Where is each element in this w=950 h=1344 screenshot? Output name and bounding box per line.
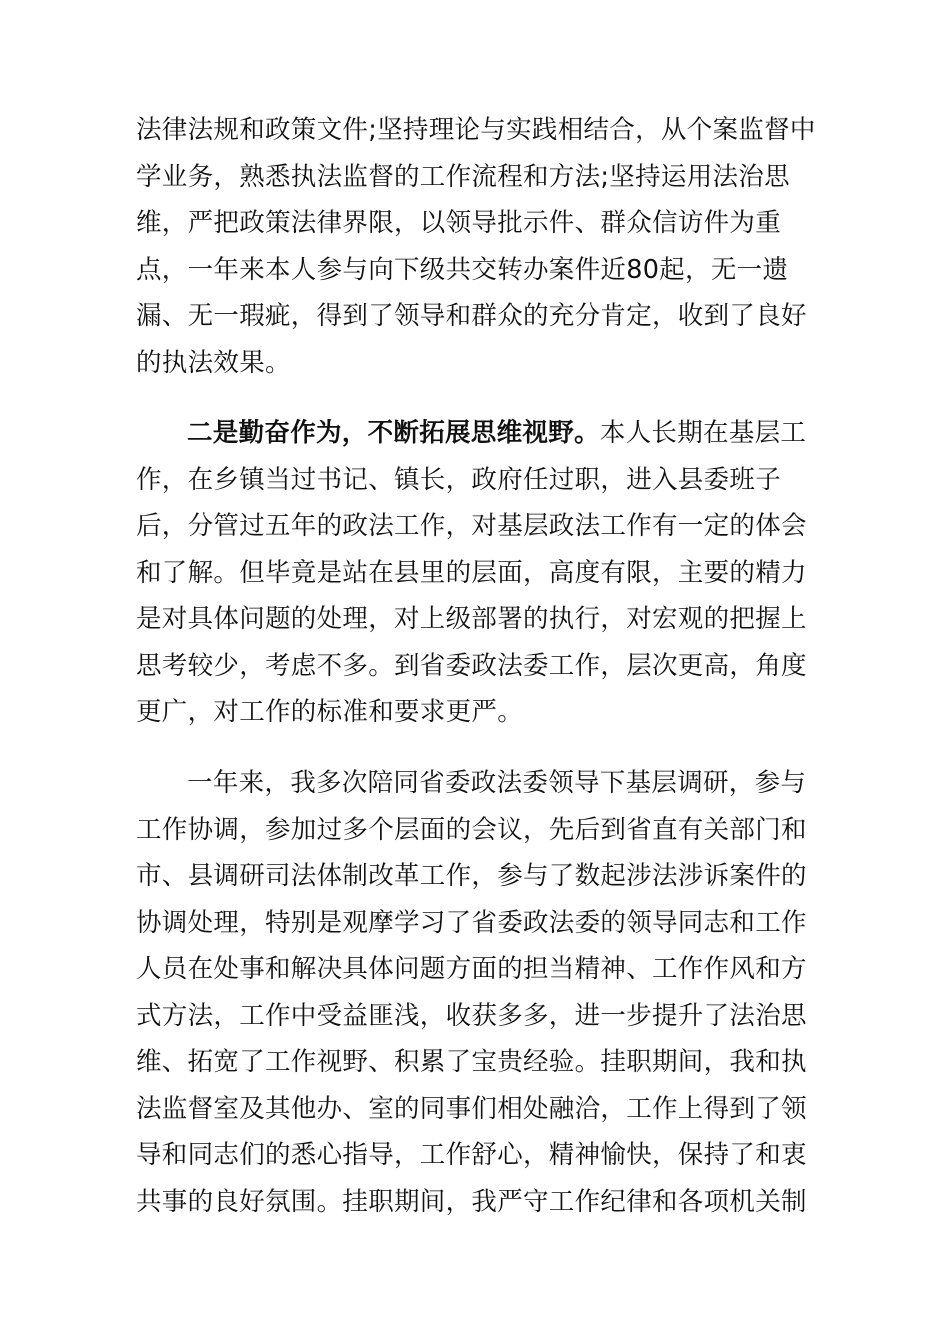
text-line: 点，一年来本人参与向下级共交转办案件近80起，无一遗 [136, 254, 789, 285]
text-line: 学业务，熟悉执法监督的工作流程和方法;坚持运用法治思 [136, 161, 790, 192]
text-line: 和了解。但毕竟是站在县里的层面，高度有限，主要的精力 [136, 557, 807, 588]
text-line-first [136, 410, 806, 457]
text-line: 维，严把政策法律界限，以领导批示件、群众信访件为重 [136, 208, 782, 238]
text-line: 式方法，工作中受益匪浅，收获多多，进一步提升了法治思 [136, 1000, 807, 1031]
text-line: 共事的良好氛围。挂职期间，我严守工作纪律和各项机关制 [136, 1186, 807, 1217]
text-line: 法律法规和政策文件;坚持理论与实践相结合，从个案监督中 [136, 115, 816, 145]
text-line: 协调处理，特别是观摩学习了省委政法委的领导同志和工作 [136, 907, 807, 938]
text-line: 市、县调研司法体制改革工作，参与了数起涉法涉诉案件的 [136, 861, 807, 891]
text-line: 工作协调，参加过多个层面的会议，先后到省直有关部门和 [136, 814, 807, 845]
bold-lead-heading: 二是勤奋作为，不断拓展思维视野。 [187, 418, 600, 448]
text-line: 后，分管过五年的政法工作，对基层政法工作有一定的体会 [136, 511, 807, 541]
text-line: 法监督室及其他办、室的同事们相处融洽，工作上得到了领 [136, 1093, 807, 1124]
text-line: 漏、无一瑕疵，得到了领导和群众的充分肯定，收到了良好 [136, 301, 807, 331]
paragraph-1 [136, 107, 816, 386]
text-line: 的执法效果。 [136, 347, 291, 378]
text-line: 人员在处事和解决具体问题方面的担当精神、工作作风和方 [136, 954, 807, 984]
text-line: 导和同志们的悉心指导，工作舒心，精神愉快，保持了和衷 [136, 1140, 807, 1170]
text-line: 思考较少，考虑不多。到省委政法委工作，层次更高，角度 [136, 650, 807, 681]
text-line-first: 一年来，我多次陪同省委政法委领导下基层调研，参与 [187, 768, 807, 798]
paragraph-3 [136, 760, 806, 1225]
text-line: 更广，对工作的标准和要求更严。 [136, 697, 524, 727]
text-line: 作，在乡镇当过书记、镇长，政府任过职，进入县委班子 [136, 464, 782, 495]
text-line: 维、拓宽了工作视野、积累了宝贵经验。挂职期间，我和执 [136, 1047, 807, 1077]
paragraph-2 [136, 410, 806, 736]
text-run: 本人长期在基层工 [599, 418, 807, 448]
text-line: 是对具体问题的处理，对上级部署的执行，对宏观的把握上 [136, 604, 807, 634]
